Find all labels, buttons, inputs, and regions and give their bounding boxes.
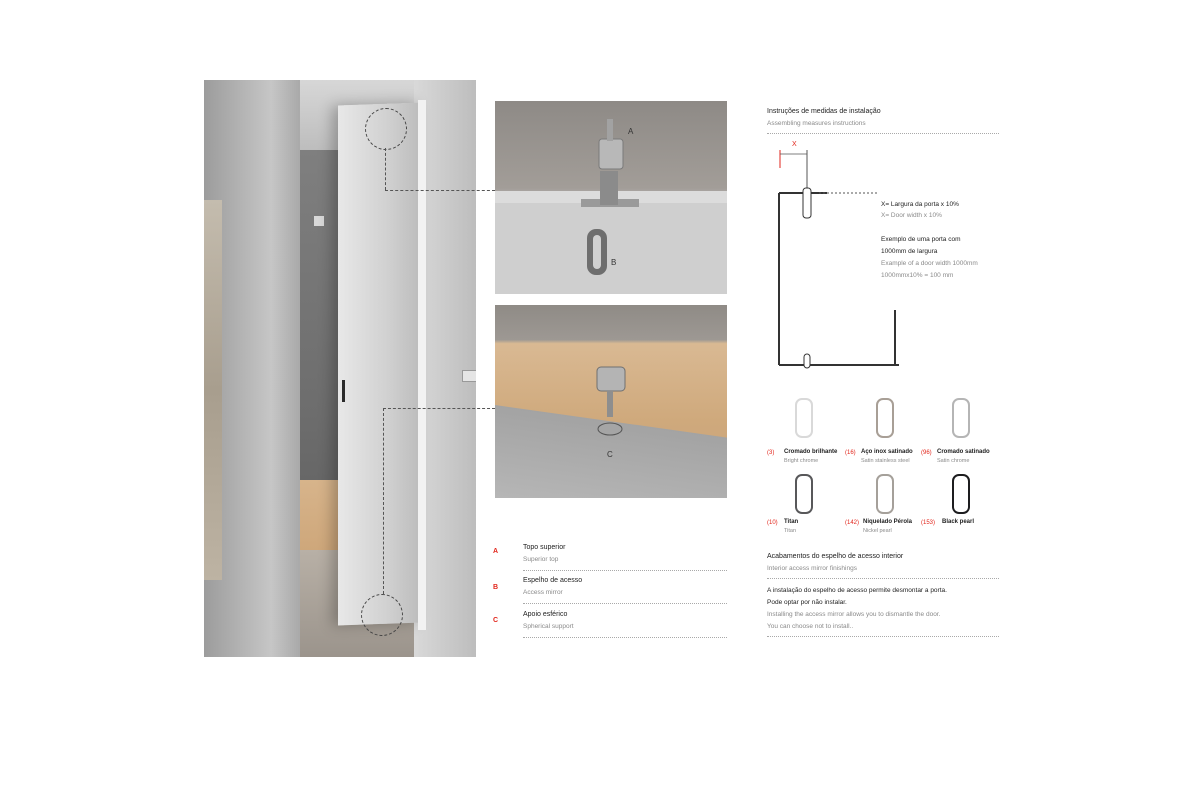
legend-divider bbox=[523, 637, 727, 638]
finish-name-en: Bright chrome bbox=[784, 458, 819, 464]
finish-name-en: Satin chrome bbox=[937, 458, 970, 464]
example-en-line2: 1000mmx10% = 100 mm bbox=[881, 272, 954, 279]
finish-name: Aço inox satinado bbox=[861, 449, 913, 455]
door-handle bbox=[342, 380, 345, 402]
wall-painting bbox=[204, 200, 222, 580]
finish-name: Cromado brilhante bbox=[784, 449, 838, 455]
spherical-support-illustration bbox=[495, 305, 727, 498]
callout-a: A bbox=[628, 127, 634, 136]
section-divider bbox=[767, 133, 999, 134]
mirror-swatch-black-pearl bbox=[952, 474, 970, 514]
example-pt-line2: 1000mm de largura bbox=[881, 248, 938, 255]
mirror-swatch-titan bbox=[795, 474, 813, 514]
finish-name: Black pearl bbox=[942, 519, 975, 525]
finish-code: (153) bbox=[921, 520, 936, 526]
finish-code: (10) bbox=[767, 520, 778, 526]
top-pivot-photo bbox=[495, 101, 727, 294]
bottom-pivot-circle bbox=[361, 594, 403, 636]
note-en-line1: Installing the access mirror allows you to dismantle the door. bbox=[767, 611, 941, 618]
formula-pt: X= Largura da porta x 10% bbox=[881, 201, 959, 208]
leader-line bbox=[385, 190, 495, 191]
instructions-title: Instruções de medidas de instalação bbox=[767, 108, 881, 115]
mirror-swatch-satin-stainless bbox=[876, 398, 894, 438]
formula-en: X= Door width x 10% bbox=[881, 212, 942, 219]
finish-code: (142) bbox=[845, 520, 860, 526]
finish-name: Titan bbox=[784, 519, 799, 525]
legend-divider bbox=[523, 603, 727, 604]
top-pivot-circle bbox=[365, 108, 407, 150]
finish-name-en: Satin stainless steel bbox=[861, 458, 910, 464]
bottom-support-photo bbox=[495, 305, 727, 498]
interior-photo bbox=[204, 80, 476, 657]
finishings-subtitle: Interior access mirror finishings bbox=[767, 565, 857, 572]
mirror-swatch-nickel-pearl bbox=[876, 474, 894, 514]
legend-divider bbox=[523, 570, 727, 571]
leader-line bbox=[383, 408, 384, 594]
finish-code: (3) bbox=[767, 450, 775, 456]
pivot-door bbox=[338, 103, 422, 626]
leader-line bbox=[383, 408, 495, 409]
callout-b: B bbox=[611, 258, 617, 267]
legend-label-a: Topo superior bbox=[523, 544, 566, 551]
finish-name: Niquelado Pérola bbox=[863, 519, 913, 525]
section-divider bbox=[767, 578, 999, 579]
legend-letter-a: A bbox=[493, 548, 499, 555]
legend-label-c: Apoio esférico bbox=[523, 611, 568, 618]
legend-letter-c: C bbox=[493, 617, 499, 624]
mirror-swatch-satin-chrome bbox=[952, 398, 970, 438]
note-pt-line2: Pode optar por não instalar. bbox=[767, 599, 847, 606]
example-pt-line1: Exemplo de uma porta com bbox=[881, 236, 961, 243]
x-dimension-label: X bbox=[792, 141, 797, 148]
callout-c: C bbox=[607, 450, 613, 459]
ceiling-light bbox=[314, 216, 324, 226]
finish-name-en: Nickel pearl bbox=[863, 528, 892, 534]
leader-line bbox=[385, 148, 386, 190]
mirror-swatch-bright-chrome bbox=[795, 398, 813, 438]
legend-sublabel-b: Access mirror bbox=[523, 589, 563, 596]
example-en-line1: Example of a door width 1000mm bbox=[881, 260, 978, 267]
legend-label-b: Espelho de acesso bbox=[523, 577, 583, 584]
note-en-line2: You can choose not to install.. bbox=[767, 623, 854, 630]
legend-letter-b: B bbox=[493, 584, 499, 591]
legend-sublabel-c: Spherical support bbox=[523, 623, 574, 630]
finish-name-en: Titan bbox=[784, 528, 797, 534]
legend-sublabel-a: Superior top bbox=[523, 556, 559, 563]
section-divider bbox=[767, 636, 999, 637]
finish-name: Cromado satinado bbox=[937, 449, 990, 455]
finish-code: (16) bbox=[845, 450, 856, 456]
door-edge bbox=[418, 100, 426, 630]
instructions-subtitle: Assembling measures instructions bbox=[767, 120, 866, 127]
finish-code: (96) bbox=[921, 450, 932, 456]
note-pt-line1: A instalação do espelho de acesso permite desmontar a porta. bbox=[767, 587, 947, 594]
thermostat bbox=[462, 370, 476, 382]
finishings-title: Acabamentos do espelho de acesso interior bbox=[767, 553, 904, 560]
